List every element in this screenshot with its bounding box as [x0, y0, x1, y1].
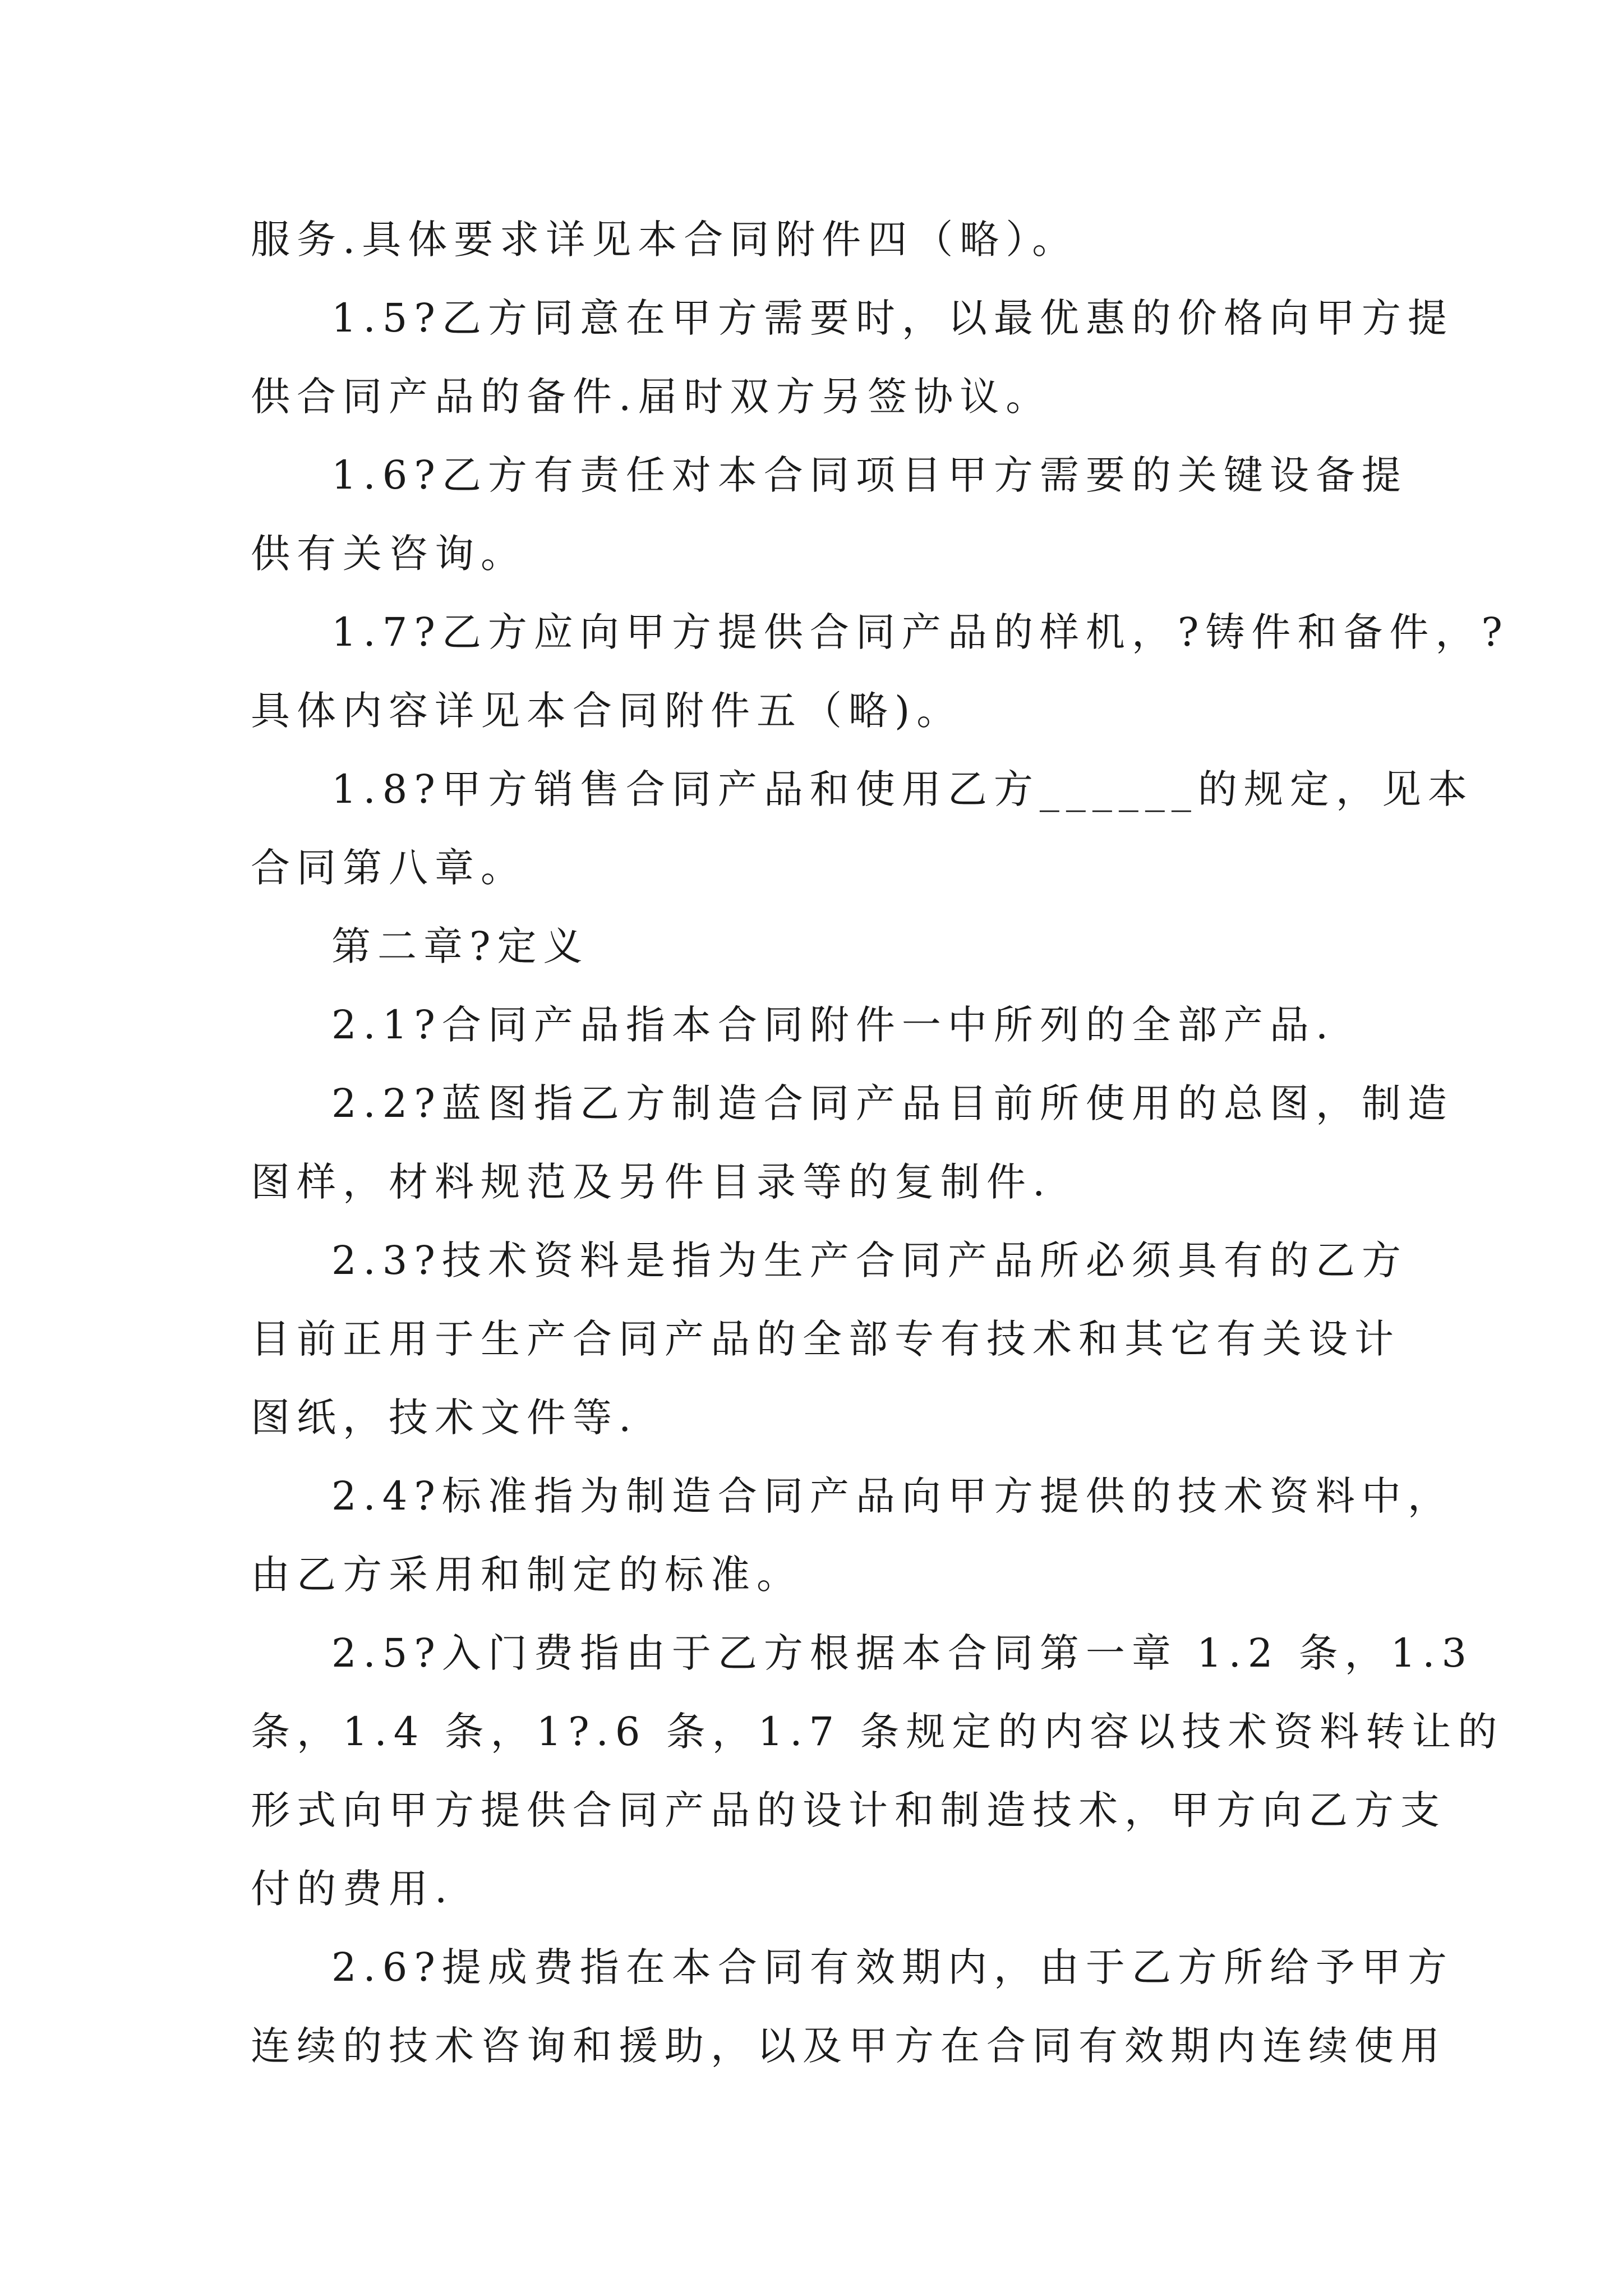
text-line: 图样，材料规范及另件目录等的复制件. — [251, 1159, 1052, 1205]
text-line: 1.5?乙方同意在甲方需要时，以最优惠的价格向甲方提 — [331, 295, 1454, 341]
text-line: 1.7?乙方应向甲方提供合同产品的样机，?铸件和备件，? — [331, 609, 1509, 655]
text-line: 形式向甲方提供合同产品的设计和制造技术，甲方向乙方支 — [251, 1787, 1446, 1833]
text-line: 2.3?技术资料是指为生产合同产品所必须具有的乙方 — [331, 1237, 1408, 1283]
text-line: 目前正用于生产合同产品的全部专有技术和其它有关设计 — [251, 1316, 1400, 1362]
text-line: 具体内容详见本合同附件五（略)。 — [251, 688, 963, 734]
text-line: 2.6?提成费指在本合同有效期内，由于乙方所给予甲方 — [331, 1944, 1454, 1990]
chapter-heading: 第二章?定义 — [331, 923, 589, 969]
text-line: 合同第八章。 — [251, 845, 527, 891]
text-line: 由乙方采用和制定的标准。 — [251, 1552, 803, 1598]
text-line: 2.1?合同产品指本合同附件一中所列的全部产品. — [331, 1002, 1335, 1048]
text-line: 2.5?入门费指由于乙方根据本合同第一章 1.2 条，1.3 — [331, 1630, 1473, 1676]
text-line: 1.6?乙方有责任对本合同项目甲方需要的关键设备提 — [331, 452, 1408, 498]
text-line: 2.2?蓝图指乙方制造合同产品目前所使用的总图，制造 — [331, 1080, 1454, 1126]
text-line: 图纸，技术文件等. — [251, 1395, 638, 1441]
text-line: 连续的技术咨询和援助，以及甲方在合同有效期内连续使用 — [251, 2023, 1446, 2069]
text-line: 供有关咨询。 — [251, 531, 527, 577]
text-line: 2.4?标准指为制造合同产品向甲方提供的技术资料中， — [331, 1473, 1454, 1519]
text-line: 供合同产品的备件.届时双方另签协议。 — [251, 374, 1052, 420]
text-line: 1.8?甲方销售合同产品和使用乙方______的规定，见本 — [331, 766, 1474, 812]
text-line: 付的费用. — [251, 1866, 454, 1912]
text-line: 条，1.4 条，1?.6 条，1.7 条规定的内容以技术资料转让的 — [251, 1709, 1504, 1755]
text-line: 服务.具体要求详见本合同附件四（略）。 — [251, 217, 1078, 263]
